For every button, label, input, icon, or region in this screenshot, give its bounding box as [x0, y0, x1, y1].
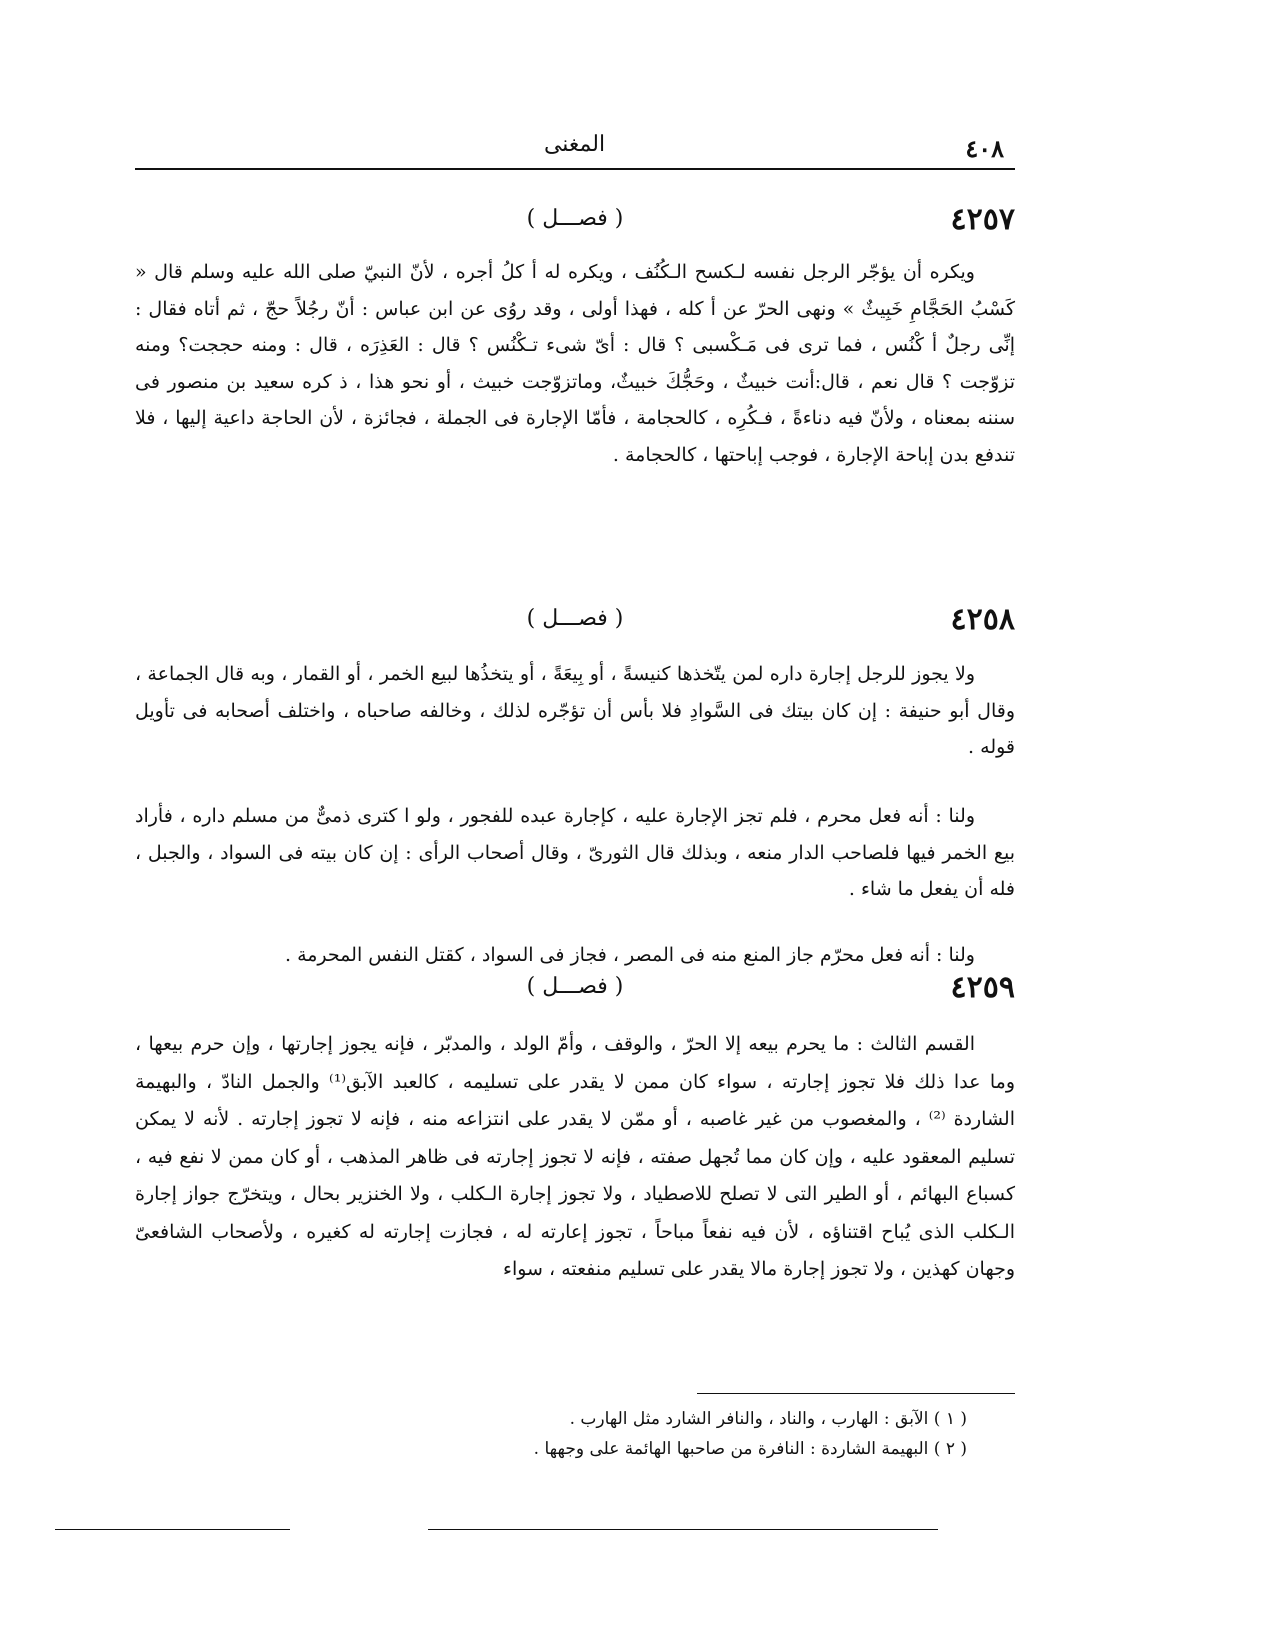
paragraph: ولنا : أنه فعل محرم ، فلم تجز الإجارة عليه ، كإجارة عبده للفجور ، ولو ا كترى ذمىٌّ من مسلم داره ، فأراد بيع الخمر فيها فلصاحب الدار منعه ، وبذلك قال الثورىّ ، وقال أصحاب الرأى : إن كان بيته فى السواد ، والجبل ، فله أن يفعل ما شاء . [135, 805, 1015, 900]
section-heading [135, 970, 1015, 1010]
section-number: ٤٢٥٩ [950, 970, 1015, 1005]
footnote-rule [697, 1393, 1015, 1394]
section-title: ( فصـــل ) [526, 206, 624, 231]
page-header [135, 128, 1014, 168]
section-title: ( فصـــل ) [526, 606, 624, 631]
section-heading [135, 602, 1015, 642]
footnote: ( ١ ) الآبق : الهارب ، والناد ، والنافر الشارد مثل الهارب . [569, 1409, 967, 1429]
paragraph: ويكره أن يؤجّر الرجل نفسه لـكسح الـكُنُف ، ويكره له أ كلُ أجره ، لأنّ النبيّ صلى الله عليه وسلم قال « كَسْبُ الحَجَّامِ خَبِيثٌ » ونهى الحرّ عن أ كله ، فهذا أولى ، وقد روُى عن ابن عباس : أنّ رجُلاً حجّ ، ثم أتاه فقال : إنِّى رجلٌ أ كْنُس ، فما ترى فى مَـكْسبى ؟ قال : أىّ شىء تـكْنُس ؟ قال : العَذِرَه ، قال : ومنه حججت؟ ومنه تزوّجت ؟ قال نعم ، قال:أنت خبيثٌ ، وحَجُّكَ خبيثٌ، وماتزوّجت خبيث ، أو نحو هذا ، ذ كره سعيد بن منصور فى سننه بمعناه ، ولأنّ فيه دناءةً ، فـكُرِه ، كالحجامة ، فأمّا الإجارة فى الجملة ، فجائزة ، لأن الحاجة داعية إليها ، فلا تندفع بدن إباحة الإجارة ، فوجب إباحتها ، كالحجامة . [135, 261, 1015, 466]
section-heading [135, 202, 1015, 242]
running-title: المغنى [543, 132, 606, 157]
paragraph: ولا يجوز للرجل إجارة داره لمن يتّخذها كنيسةً ، أو بِيعَةً ، أو يتخذُها لبيع الخمر ، أو القمار ، وبه قال الجماعة ، وقال أبو حنيفة : إن كان بيتك فى السَّوادِ فلا بأس أن تؤجّره لذلك ، وخالفه صاحباه ، واختلف أصحابه فى تأويل قوله . [135, 663, 1015, 758]
footnote: ( ٢ ) البهيمة الشاردة : النافرة من صاحبها الهائمة على وجهها . [533, 1439, 967, 1459]
bottom-rule-left [55, 1529, 290, 1530]
bottom-rule-right [428, 1529, 938, 1530]
header-rule [135, 168, 1015, 170]
paragraph: ولنا : أنه فعل محرّم جاز المنع منه فى المصر ، فجاز فى السواد ، كقتل النفس المحرمة . [284, 944, 975, 966]
page-number: ٤٠٨ [965, 134, 1004, 163]
section-title: ( فصـــل ) [526, 974, 624, 999]
section-number: ٤٢٥٨ [950, 602, 1015, 637]
paragraph: القسم الثالث : ما يحرم بيعه إلا الحرّ ، والوقف ، وأمّ الولد ، والمدبّر ، فإنه يجوز إجارتها ، وإن حرم بيعها ، وما عدا ذلك فلا تجوز إجارته ، سواء كان ممن لا يقدر على تسليمه ، كالعبد الآبق⁽¹⁾ والجمل النادّ ، والبهيمة الشاردة ⁽²⁾ ، والمغصوب من غير غاصبه ، أو ممّن لا يقدر على انتزاعه منه ، فإنه لا تجوز إجارته . لأنه لا يمكن تسليم المعقود عليه ، وإن كان مما تُجهل صفته ، فإنه لا تجوز إجارته فى ظاهر المذهب ، أو كان ممن لا نفع فيه ، كسباع البهائم ، أو الطير التى لا تصلح للاصطياد ، ولا تجوز إجارة الـكلب ، ولا الخنزير بحال ، ويتخرّج جواز إجارة الـكلب الذى يُباح اقتناؤه ، لأن فيه نفعاً مباحاً ، تجوز إعارته له ، فجازت إجارته له كغيره ، ولأصحاب الشافعىّ وجهان كهذين ، ولا تجوز إجارة مالا يقدر على تسليم منفعته ، سواء [135, 1033, 1016, 1280]
section-number: ٤٢٥٧ [950, 202, 1015, 237]
